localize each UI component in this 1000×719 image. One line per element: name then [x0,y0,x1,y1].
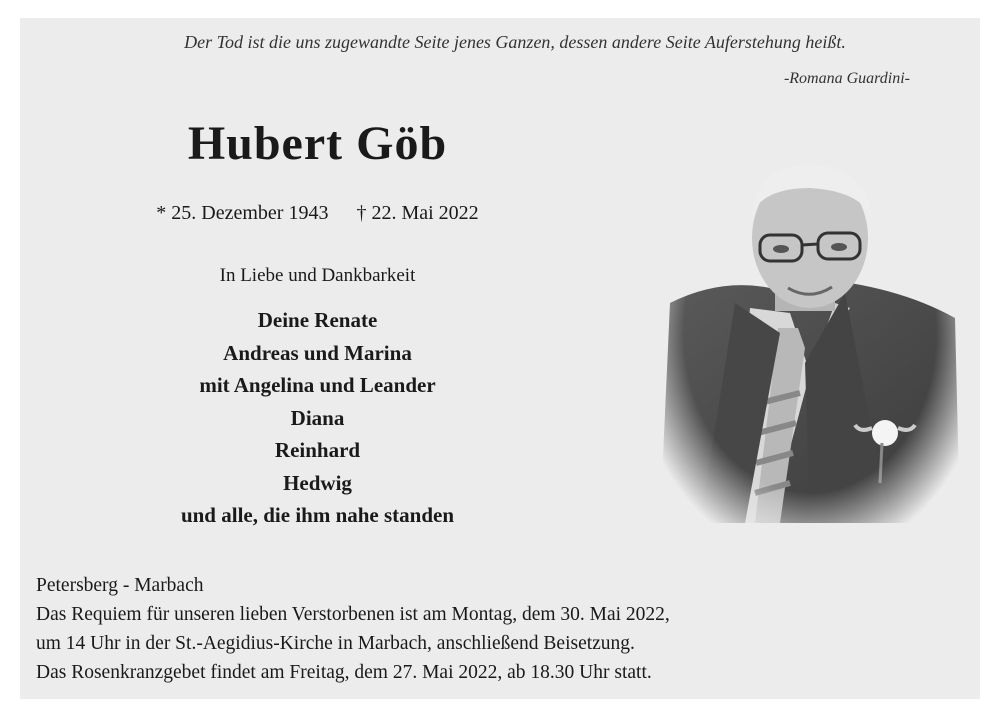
mourner-line: Andreas und Marina [223,340,412,365]
mourner-line: Diana [290,405,345,430]
service-line: Das Rosenkranzgebet findet am Freitag, dem 27. Mai 2022, ab 18.30 Uhr statt. [36,662,652,683]
mourner-line: mit Angelina und Leander [199,373,436,397]
mourner-line: Hedwig [283,470,352,495]
mourner-line: Deine Renate [257,308,378,332]
service-line: um 14 Uhr in der St.-Aegidius-Kirche in Marbach, anschließend Beisetzung. [36,633,635,654]
mourner-line: und alle, die ihm nahe standen [180,503,455,527]
intro-line: In Liebe und Dankbarkeit [219,265,416,286]
life-dates [20,202,615,225]
place-line: Petersberg - Marbach [36,575,204,596]
portrait-photo [660,143,960,523]
service-details [36,571,960,687]
birth-date: * 25. Dezember 1943 [156,202,329,224]
mourners-list [20,304,615,532]
mourner-line: Reinhard [274,438,361,462]
quote-author: -Romana Guardini- [783,70,910,87]
obituary-card [20,18,980,699]
deceased-name: Hubert Göb [187,117,448,170]
death-date: † 22. Mai 2022 [356,202,479,224]
service-line: Das Requiem für unseren lieben Verstorbenen ist am Montag, dem 30. Mai 2022, [36,604,670,625]
quote-text: Der Tod ist die uns zugewandte Seite jenes Ganzen, dessen andere Seite Auferstehung heißt. [184,32,846,52]
